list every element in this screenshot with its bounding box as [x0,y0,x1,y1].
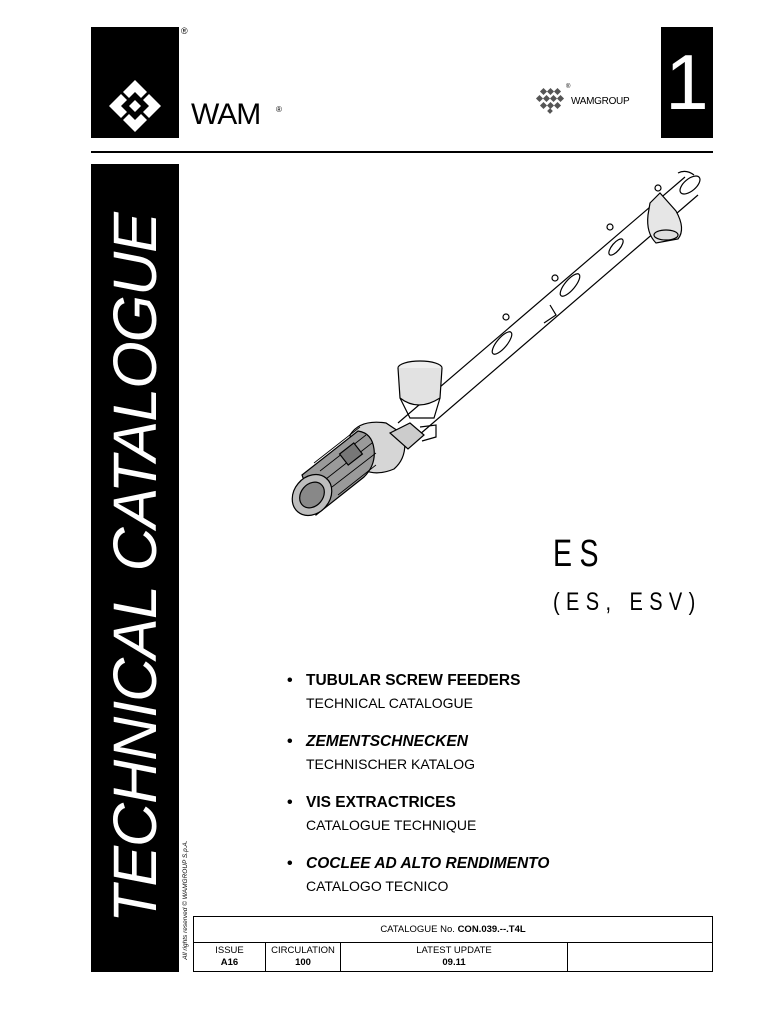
section-subtitle: TECHNISCHER KATALOG [306,756,476,772]
section-title: TUBULAR SCREW FEEDERS [306,672,521,689]
circulation-label: CIRCULATION [271,945,335,956]
screw-feeder-drawing-icon [280,165,710,525]
bullet-icon: • [287,733,293,750]
wam-logo [91,27,179,138]
bullet-icon: • [287,672,293,689]
catalogue-info-table [193,916,713,972]
issue-label: ISSUE [215,945,244,956]
bullet-icon: • [287,855,293,872]
catalogue-number-row [194,917,712,943]
brand-name: WAM [191,98,261,131]
bullet-icon: • [287,794,293,811]
brand-registered-mark: ® [276,105,282,114]
volume-number: 1 [661,27,713,138]
section-subtitle: CATALOGUE TECHNIQUE [306,817,477,833]
circulation-cell [266,942,341,972]
section-title: COCLEE AD ALTO RENDIMENTO [306,855,550,872]
issue-value: A16 [220,957,239,968]
group-brand-name: WAMGROUP [571,96,630,107]
latest-update-value: 09.11 [442,957,466,968]
circulation-value: 100 [295,957,311,968]
model-code: ES [553,533,607,575]
wam-diamond-logo-icon [91,27,179,138]
catalogue-number-label: CATALOGUE No. [380,924,455,935]
group-registered-mark: ® [566,84,571,90]
catalogue-number-value: CON.039.--.T4L [457,924,526,935]
section-subtitle: CATALOGO TECNICO [306,878,449,894]
model-variants: (ES, ESV) [553,588,702,616]
latest-update-cell [341,942,568,972]
section-subtitle: TECHNICAL CATALOGUE [306,695,473,711]
issue-cell [194,942,266,972]
copyright-notice: All rights reserved © WAMGROUP S.p.A. [182,840,189,960]
section-title: ZEMENTSCHNECKEN [306,733,468,750]
header-divider [91,151,713,153]
registered-mark: ® [181,26,188,36]
wamgroup-logo-icon [535,87,571,115]
section-title: VIS EXTRACTRICES [306,794,456,811]
catalogue-title: TECHNICAL CATALOGUE [101,213,169,923]
latest-update-label: LATEST UPDATE [416,945,492,956]
